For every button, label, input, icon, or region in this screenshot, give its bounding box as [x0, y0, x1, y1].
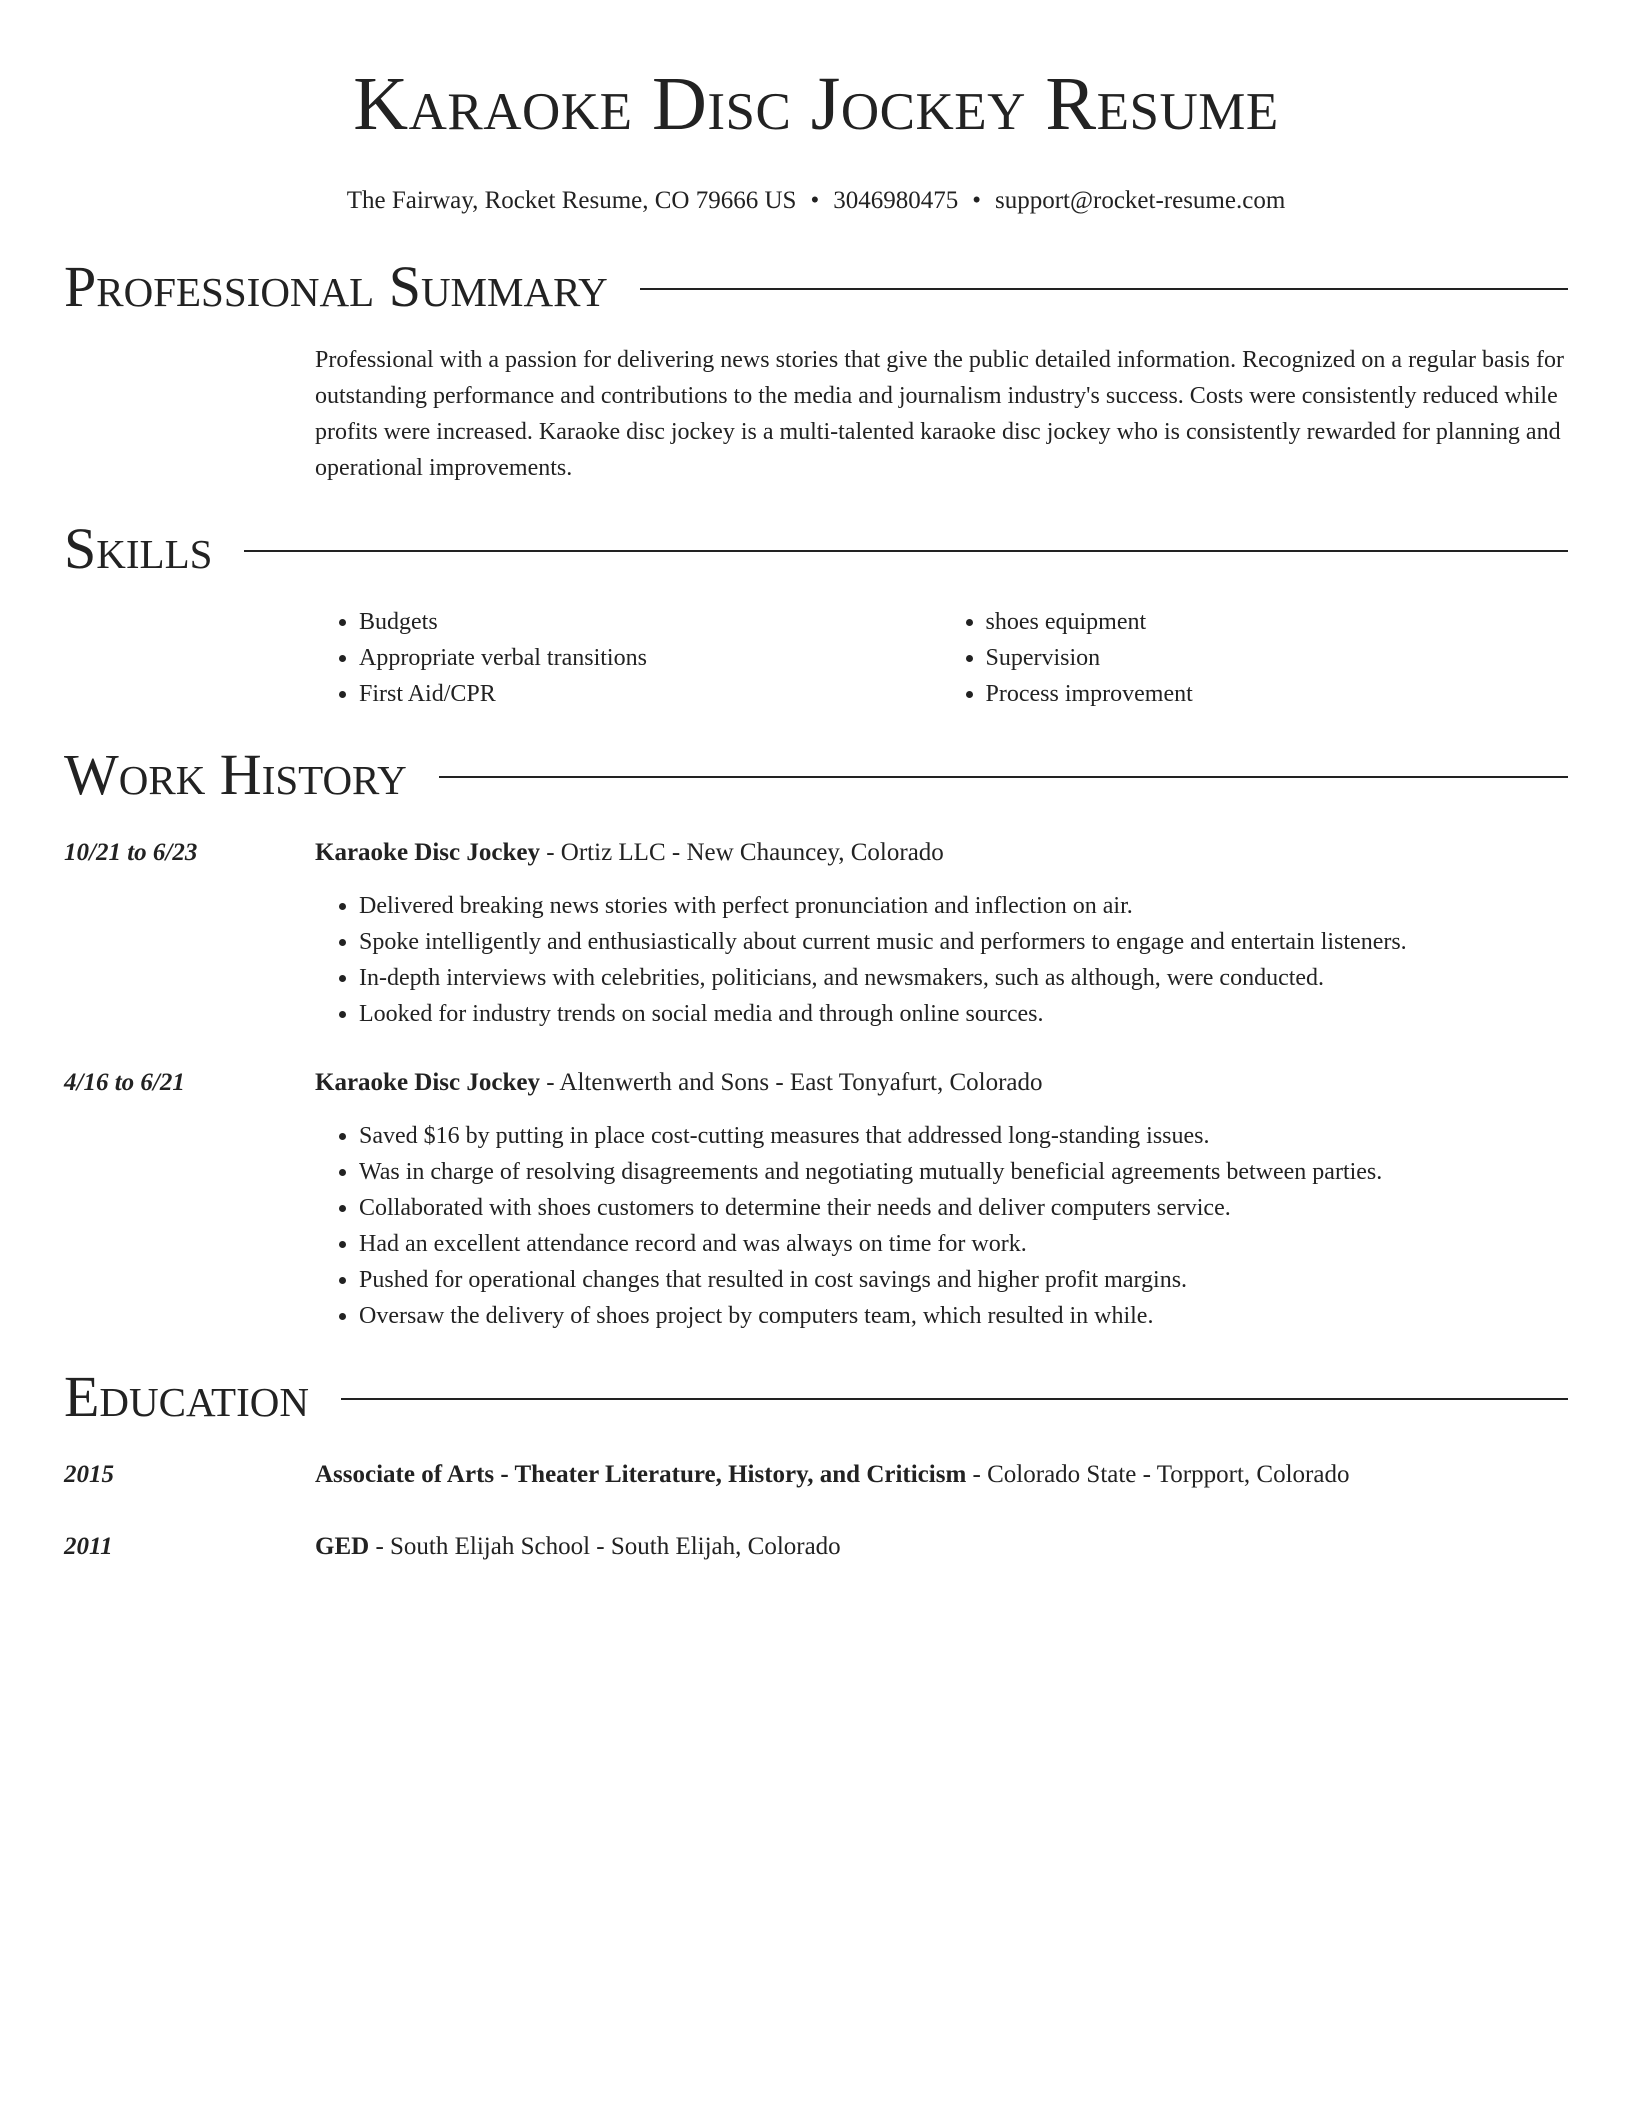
skill-item: • First Aid/CPR	[359, 676, 942, 712]
contact-separator: •	[810, 187, 820, 214]
section-heading	[64, 514, 1568, 584]
summary-section	[64, 252, 1568, 486]
job-header	[315, 1066, 1568, 1100]
job-title: Karaoke Disc Jockey	[315, 1069, 540, 1096]
duty-item: • Spoke intelligently and enthusiastically about current music and performers to engage and entertain listeners.	[359, 924, 1568, 960]
work-history-heading: Work History	[64, 742, 407, 807]
job-details	[315, 1066, 1568, 1334]
skill-item: • Process improvement	[986, 676, 1569, 712]
duty-item: • In-depth interviews with celebrities, politicians, and newsmakers, such as although, were conducted.	[359, 960, 1568, 996]
contact-line	[64, 184, 1568, 218]
education-details	[315, 1458, 1568, 1492]
section-divider	[439, 776, 1568, 778]
education-heading: Education	[64, 1364, 309, 1429]
job-dates: 4/16 to 6/21	[64, 1069, 185, 1096]
skills-section	[64, 514, 1568, 712]
education-section	[64, 1362, 1568, 1564]
skill-item: • Budgets	[359, 604, 942, 640]
education-degree: Associate of Arts - Theater Literature, History, and Criticism	[315, 1461, 967, 1488]
skill-item: • Supervision	[986, 640, 1569, 676]
section-heading	[64, 1362, 1568, 1432]
job-entry	[64, 836, 1568, 1032]
education-entry	[64, 1458, 1568, 1492]
job-details	[315, 836, 1568, 1032]
duty-item: • Saved $16 by putting in place cost-cutting measures that addressed long-standing issues.	[359, 1118, 1568, 1154]
skills-list-right	[942, 604, 1569, 712]
resume-title: Karaoke Disc Jockey Resume	[353, 62, 1279, 146]
education-entry	[64, 1530, 1568, 1564]
job-title: Karaoke Disc Jockey	[315, 839, 540, 866]
job-employer: - Altenwerth and Sons - East Tonyafurt, Colorado	[539, 1069, 1043, 1096]
duty-item: • Delivered breaking news stories with perfect pronunciation and inflection on air.	[359, 888, 1568, 924]
education-details	[315, 1530, 1568, 1564]
duty-item: • Pushed for operational changes that resulted in cost savings and higher profit margins.	[359, 1262, 1568, 1298]
summary-heading: Professional Summary	[64, 254, 608, 319]
skills-grid	[315, 604, 1568, 712]
education-degree: GED	[315, 1533, 370, 1560]
job-employer: - Ortiz LLC - New Chauncey, Colorado	[539, 839, 944, 866]
duty-item: • Oversaw the delivery of shoes project by computers team, which resulted in while.	[359, 1298, 1568, 1334]
job-entry	[64, 1066, 1568, 1334]
contact-separator: •	[972, 187, 981, 214]
skill-item: • Appropriate verbal transitions	[359, 640, 942, 676]
skill-item: • shoes equipment	[986, 604, 1569, 640]
education-school: - South Elijah School - South Elijah, Colorado	[369, 1533, 841, 1560]
education-school: - Colorado State - Torpport, Colorado	[966, 1461, 1350, 1488]
job-duties	[315, 888, 1568, 1032]
contact-address: The Fairway, Rocket Resume, CO 79666 US	[346, 187, 797, 214]
section-divider	[341, 1398, 1568, 1400]
section-heading	[64, 252, 1568, 322]
contact-email: support@rocket-resume.com	[994, 187, 1286, 214]
skills-list-left	[315, 604, 942, 712]
section-divider	[640, 288, 1568, 290]
duty-item: • Had an excellent attendance record and was always on time for work.	[359, 1226, 1568, 1262]
duty-item: • Looked for industry trends on social media and through online sources.	[359, 996, 1568, 1032]
skills-heading: Skills	[64, 516, 213, 581]
work-history-section	[64, 740, 1568, 1334]
summary-text: Professional with a passion for delivering news stories that give the public detailed information. Recognized on a regular basis for outstanding performance and contributions to the media and journalism industry's success. Costs were consistently reduced while profits were increased. Karaoke disc jockey is a multi-talented karaoke disc jockey who is consistently rewarded for planning and operational improvements.	[315, 347, 1565, 481]
duty-item: • Collaborated with shoes customers to determine their needs and deliver computers service.	[359, 1190, 1568, 1226]
section-divider	[244, 550, 1568, 552]
job-header	[315, 836, 1568, 870]
job-duties	[315, 1118, 1568, 1334]
education-year: 2015	[64, 1461, 114, 1488]
job-dates: 10/21 to 6/23	[64, 839, 198, 866]
section-heading	[64, 740, 1568, 810]
contact-phone: 3046980475	[833, 187, 959, 214]
education-year: 2011	[64, 1533, 113, 1560]
duty-item: • Was in charge of resolving disagreements and negotiating mutually beneficial agreements between parties.	[359, 1154, 1568, 1190]
education-header	[315, 1458, 1568, 1492]
education-header	[315, 1530, 1568, 1564]
